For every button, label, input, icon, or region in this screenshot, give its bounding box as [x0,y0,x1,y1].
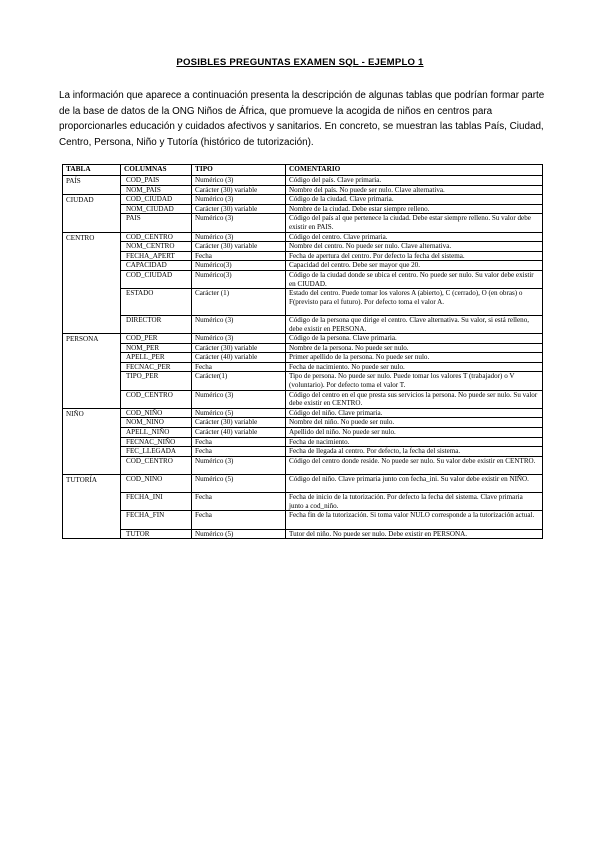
intro-paragraph: La información que aparece a continuación presenta la descripción de algunas tablas que podrían formar parte de la base de datos de la ONG Niños de África, que promueve la acogida de niños en centros para proporcionarles educación y cuidados afectivos y sanitarios. En concreto, se muestran las tablas País, Ciudad, Centro, Persona, Niño y Tutoría (histórico de tutorización). [59,90,545,148]
table-row [63,242,543,252]
column-type-cell: Numérico (3) [192,456,286,474]
column-type-cell: Carácter (30) variable [192,242,286,252]
column-name-cell: DIRECTOR [121,315,192,333]
column-comment-cell: Fecha fin de la tutorización. Si toma valor NULO corresponde a la tutorización actual. [286,511,543,529]
column-type-cell: Carácter (1) [192,289,286,316]
header-comentario: COMENTARIO [286,165,543,176]
column-name-cell: COD_CENTRO [121,456,192,474]
column-comment-cell: Código de la ciudad. Clave primaria. [286,195,543,205]
schema-table-body [63,176,543,539]
table-row [63,289,543,316]
column-comment-cell: Código del país al que pertenece la ciudad. Debe estar siempre relleno. Su valor debe existir en PAIS. [286,214,543,232]
column-name-cell: COD_PER [121,334,192,344]
column-type-cell: Numérico (3) [192,214,286,232]
column-comment-cell: Capacidad del centro. Debe ser mayor que 20. [286,261,543,271]
column-type-cell: Carácter (30) variable [192,343,286,353]
table-row [63,353,543,363]
table-row [63,428,543,438]
column-comment-cell: Nombre de la persona. No puede ser nulo. [286,343,543,353]
table-row [63,437,543,447]
column-comment-cell: Fecha de nacimiento. [286,437,543,447]
table-row [63,511,543,529]
column-type-cell: Numérico (3) [192,195,286,205]
column-comment-cell: Primer apellido de la persona. No puede ser nulo. [286,353,543,363]
column-name-cell: COD_NINO [121,475,192,493]
column-name-cell: COD_PAIS [121,176,192,186]
table-row [63,418,543,428]
column-name-cell: NOM_CIUDAD [121,204,192,214]
table-row [63,475,543,493]
column-type-cell: Carácter(1) [192,372,286,390]
table-row [63,408,543,418]
column-name-cell: COD_CENTRO [121,390,192,408]
table-name-cell: TUTORÍA [63,475,121,539]
column-comment-cell: Código de la ciudad donde se ubica el centro. No puede ser nulo. Su valor debe existir en CIUDAD. [286,270,543,288]
column-type-cell: Fecha [192,447,286,457]
column-name-cell: COD_CIUDAD [121,270,192,288]
column-name-cell: COD_NIÑO [121,408,192,418]
column-comment-cell: Código de la persona. Clave primaria. [286,334,543,344]
column-comment-cell: Nombre del niño. No puede ser nulo. [286,418,543,428]
table-row [63,251,543,261]
table-row [63,447,543,457]
column-type-cell: Numérico(3) [192,270,286,288]
table-name-cell: CIUDAD [63,195,121,232]
column-comment-cell: Nombre de la ciudad. Debe estar siempre relleno. [286,204,543,214]
column-name-cell: FECHA_FIN [121,511,192,529]
header-tipo: TIPO [192,165,286,176]
column-type-cell: Numérico (3) [192,315,286,333]
table-row [63,195,543,205]
column-name-cell: FECNAC_PER [121,362,192,372]
schema-table-wrapper [62,164,542,539]
column-comment-cell: Fecha de inicio de la tutorización. Por defecto la fecha del sistema. Clave primaria junto a cod_niño. [286,493,543,511]
column-type-cell: Numérico (5) [192,475,286,493]
column-type-cell: Numérico (5) [192,529,286,539]
table-row [63,214,543,232]
table-row [63,493,543,511]
schema-table [62,164,543,539]
column-type-cell: Numérico (3) [192,176,286,186]
column-name-cell: COD_CIUDAD [121,195,192,205]
table-row [63,362,543,372]
column-type-cell: Carácter (30) variable [192,185,286,195]
column-name-cell: TUTOR [121,529,192,539]
table-row [63,270,543,288]
column-comment-cell: Código de la persona que dirige el centro. Clave alternativa. Su valor, si está relleno, debe existir en PERSONA. [286,315,543,333]
table-row [63,456,543,474]
table-row [63,343,543,353]
table-row [63,176,543,186]
column-comment-cell: Código del centro. Clave primaria. [286,232,543,242]
column-type-cell: Fecha [192,362,286,372]
column-name-cell: PAIS [121,214,192,232]
column-name-cell: APELL_PER [121,353,192,363]
column-comment-cell: Código del niño. Clave primaria. [286,408,543,418]
column-type-cell: Fecha [192,437,286,447]
column-name-cell: NOM_CENTRO [121,242,192,252]
table-name-cell: PAÍS [63,176,121,195]
column-type-cell: Numérico (3) [192,232,286,242]
column-type-cell: Carácter (40) variable [192,353,286,363]
column-name-cell: FEC_LLEGADA [121,447,192,457]
table-name-cell: NIÑO [63,408,121,474]
table-row [63,529,543,539]
table-row [63,261,543,271]
column-comment-cell: Código del niño. Clave primaria junto con fecha_ini. Su valor debe existir en NIÑO. [286,475,543,493]
table-name-cell: PERSONA [63,334,121,409]
column-comment-cell: Estado del centro. Puede tomar los valores A (abierto), C (cerrado), O (en obras) o F(previsto para el futuro). Por defecto toma el valor A. [286,289,543,316]
column-comment-cell: Nombre del país. No puede ser nulo. Clave alternativa. [286,185,543,195]
table-row [63,232,543,242]
table-row [63,315,543,333]
column-type-cell: Fecha [192,493,286,511]
column-type-cell: Numérico(3) [192,261,286,271]
column-type-cell: Fecha [192,251,286,261]
column-type-cell: Carácter (30) variable [192,204,286,214]
column-comment-cell: Código del centro en el que presta sus servicios la persona. No puede ser nulo. Su valor debe existir en CENTRO. [286,390,543,408]
column-name-cell: FECNAC_NIÑO [121,437,192,447]
column-name-cell: NOM_NINO [121,418,192,428]
column-type-cell: Numérico (3) [192,334,286,344]
column-comment-cell: Código del país. Clave primaria. [286,176,543,186]
column-type-cell: Carácter (40) variable [192,428,286,438]
table-header-row [63,165,543,176]
column-name-cell: TIPO_PER [121,372,192,390]
column-name-cell: APELL_NIÑO [121,428,192,438]
column-comment-cell: Fecha de apertura del centro. Por defecto la fecha del sistema. [286,251,543,261]
column-comment-cell: Apellido del niño. No puede ser nulo. [286,428,543,438]
table-row [63,334,543,344]
column-name-cell: CAPACIDAD [121,261,192,271]
column-comment-cell: Fecha de llegada al centro. Por defecto, la fecha del sistema. [286,447,543,457]
page-title: POSIBLES PREGUNTAS EXAMEN SQL - EJEMPLO 1 [176,57,424,68]
column-name-cell: FECHA_APERT [121,251,192,261]
column-name-cell: FECHA_INI [121,493,192,511]
column-comment-cell: Fecha de nacimiento. No puede ser nulo. [286,362,543,372]
column-comment-cell: Tipo de persona. No puede ser nulo. Puede tomar los valores T (trabajador) o V (voluntario). Por defecto toma el valor T. [286,372,543,390]
column-name-cell: ESTADO [121,289,192,316]
column-name-cell: NOM_PER [121,343,192,353]
table-row [63,390,543,408]
header-columnas: COLUMNAS [121,165,192,176]
column-comment-cell: Código del centro donde reside. No puede ser nulo. Su valor debe existir en CENTRO. [286,456,543,474]
column-comment-cell: Tutor del niño. No puede ser nulo. Debe existir en PERSONA. [286,529,543,539]
column-type-cell: Fecha [192,511,286,529]
column-type-cell: Carácter (30) variable [192,418,286,428]
column-name-cell: NOM_PAIS [121,185,192,195]
table-name-cell: CENTRO [63,232,121,334]
column-comment-cell: Nombre del centro. No puede ser nulo. Clave alternativa. [286,242,543,252]
column-type-cell: Numérico (3) [192,390,286,408]
table-row [63,372,543,390]
header-tabla: TABLA [63,165,121,176]
table-row [63,204,543,214]
column-name-cell: COD_CENTRO [121,232,192,242]
table-row [63,185,543,195]
column-type-cell: Numérico (5) [192,408,286,418]
